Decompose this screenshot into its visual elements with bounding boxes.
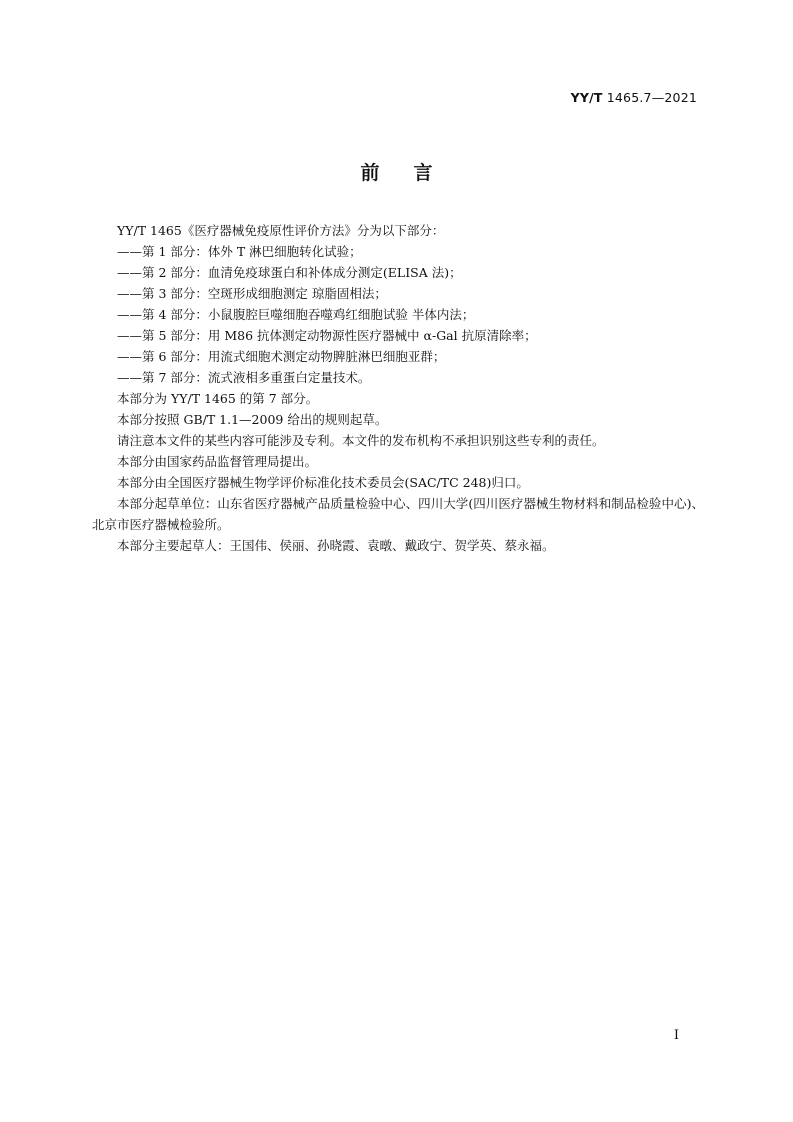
part-list-item: ——第 4 部分：小鼠腹腔巨噬细胞吞噬鸡红细胞试验 半体内法； [117,307,475,322]
part-list-item: ——第 2 部分：血清免疫球蛋白和补体成分测定(ELISA 法)； [117,265,462,280]
page-title: 前言 [360,162,467,184]
body-paragraph: 本部分为 YY/T 1465 的第 7 部分。 [117,391,319,406]
document-body [92,220,704,556]
committee-paragraph: 本部分由全国医疗器械生物学评价标准化技术委员会(SAC/TC 248)归口。 [117,475,529,490]
part-list-item: ——第 7 部分：流式液相多重蛋白定量技术。 [117,370,371,385]
patent-notice-paragraph: 请注意本文件的某些内容可能涉及专利。本文件的发布机构不承担识别这些专利的责任。 [117,433,605,448]
proposer-paragraph: 本部分由国家药品监督管理局提出。 [117,454,318,469]
page-number: I [673,1028,679,1043]
body-paragraph: 本部分按照 GB/T 1.1—2009 给出的规则起草。 [117,412,388,427]
standard-code [571,90,697,105]
part-list-item: ——第 5 部分：用 M86 抗体测定动物源性医疗器械中 α-Gal 抗原清除率； [117,328,537,343]
standard-number: 1465.7—2021 [606,90,697,105]
standard-prefix: YY/T [570,90,603,105]
drafting-units-paragraph: 本部分起草单位：山东省医疗器械产品质量检验中心、四川大学(四川医疗器械生物材料和制品检验中心)、北京市医疗器械检验所。 [92,496,704,532]
drafters-paragraph: 本部分主要起草人：王国伟、侯丽、孙晓霞、袁暾、戴政宁、贺学英、蔡永福。 [117,538,555,553]
part-list-item: ——第 1 部分：体外 T 淋巴细胞转化试验； [117,244,362,259]
intro-paragraph: YY/T 1465《医疗器械免疫原性评价方法》分为以下部分： [117,223,445,238]
part-list-item: ——第 3 部分：空斑形成细胞测定 琼脂固相法； [117,286,387,301]
part-list-item: ——第 6 部分：用流式细胞术测定动物脾脏淋巴细胞亚群； [117,349,446,364]
